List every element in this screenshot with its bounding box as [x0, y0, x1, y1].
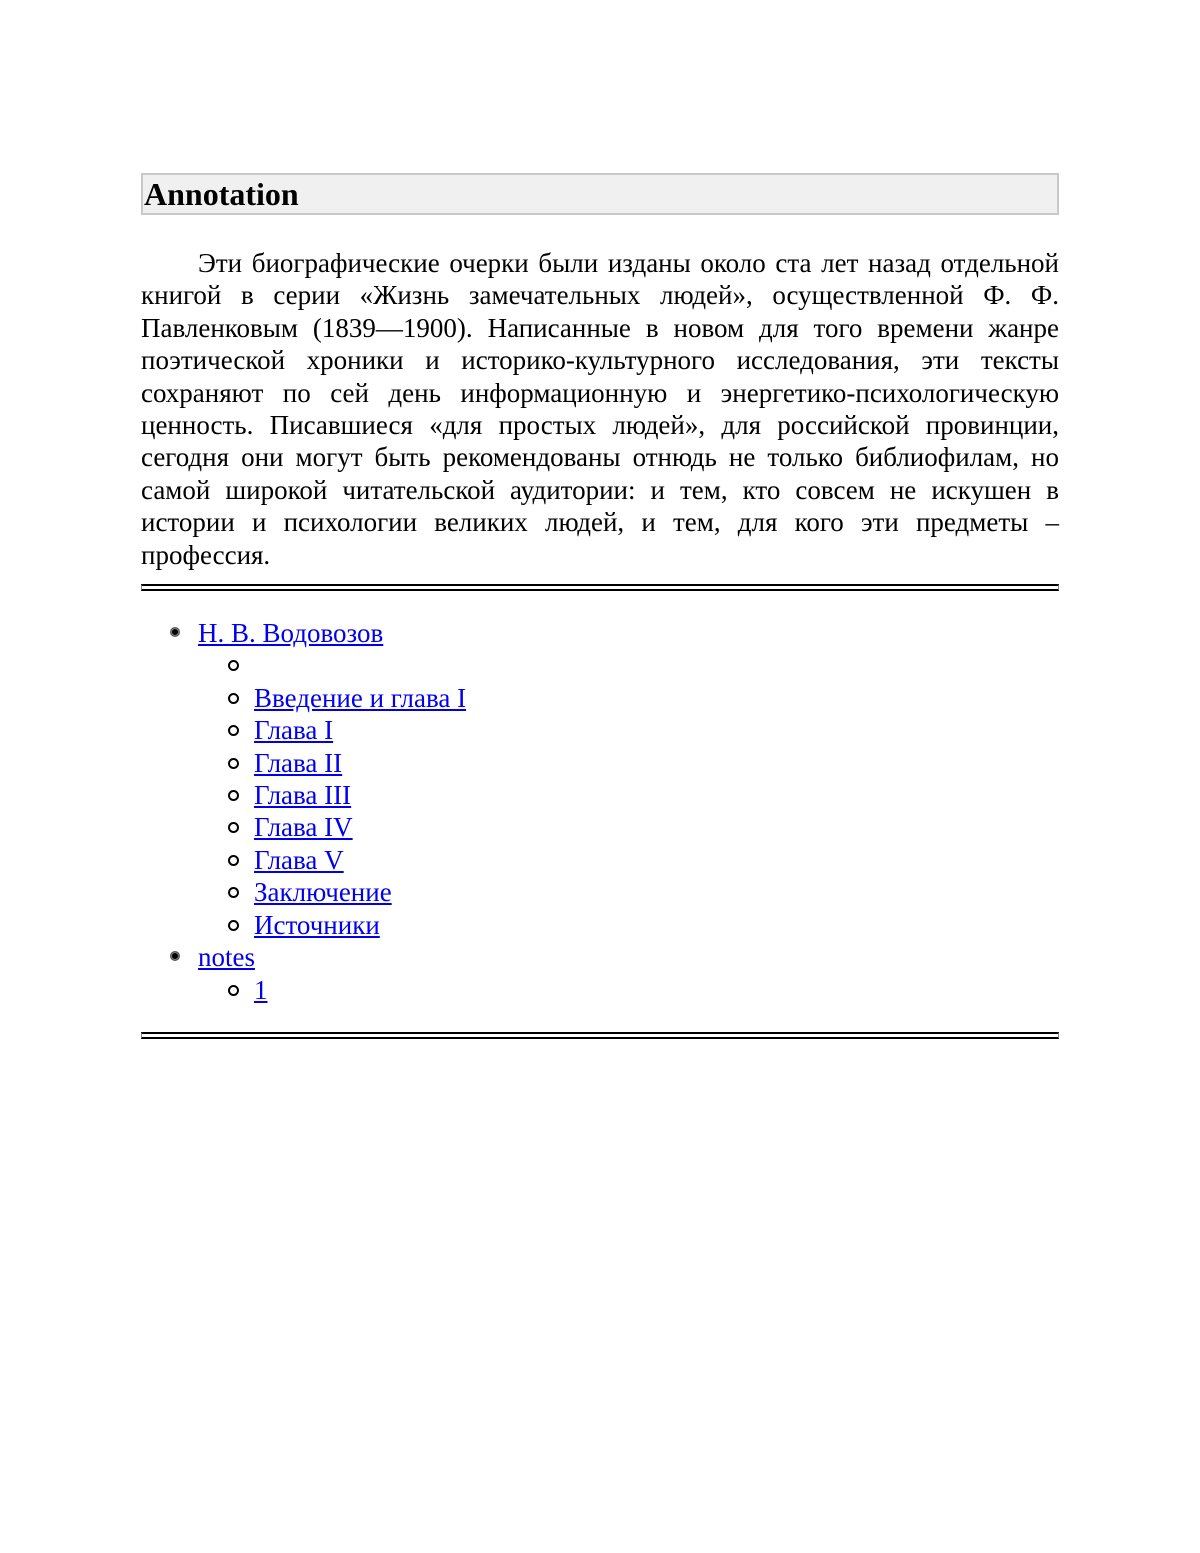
- toc-link-notes[interactable]: notes: [198, 942, 255, 973]
- circle-bullet-icon: [228, 855, 239, 866]
- toc-link-note-1[interactable]: 1: [254, 974, 268, 1005]
- disc-bullet-icon: [170, 627, 180, 637]
- circle-bullet-icon: [228, 985, 239, 996]
- toc-link-vodovozov[interactable]: Н. В. Водовозов: [198, 618, 384, 649]
- annotation-heading: Annotation: [141, 173, 1059, 215]
- toc-item: [198, 779, 1059, 811]
- circle-bullet-icon: [228, 693, 239, 704]
- toc-link-chapter-1[interactable]: Глава I: [254, 715, 334, 746]
- toc-item-empty: [198, 649, 1059, 681]
- toc-section-vodovozov: [141, 617, 1059, 941]
- toc-item: [198, 811, 1059, 843]
- toc-item: [198, 682, 1059, 714]
- toc-link-conclusion[interactable]: Заключение: [254, 877, 392, 908]
- disc-bullet-icon: [170, 951, 180, 961]
- circle-bullet-icon: [228, 790, 239, 801]
- circle-bullet-icon: [228, 887, 239, 898]
- toc-item: [198, 909, 1059, 941]
- toc-item: [198, 714, 1059, 746]
- document-page: [141, 173, 1059, 1039]
- circle-bullet-icon: [228, 822, 239, 833]
- toc-item: [198, 876, 1059, 908]
- toc-sublist: [198, 974, 1059, 1006]
- toc-item: [198, 747, 1059, 779]
- circle-bullet-icon: [228, 920, 239, 931]
- toc-link-sources[interactable]: Источники: [254, 909, 380, 940]
- toc-link-intro-chapter-1[interactable]: Введение и глава I: [254, 682, 467, 713]
- toc-item: [198, 974, 1059, 1006]
- toc-link-chapter-2[interactable]: Глава II: [254, 747, 343, 778]
- annotation-paragraph: Эти биографические очерки были изданы около ста лет назад отдельной книгой в серии «Жизнь замечательных людей», осуществленной Ф. Ф. Павленковым (1839—1900). Написанные в новом для того времени жанре поэтической хроники и историко-культурного исследования, эти тексты сохраняют по сей день информационную и энергетико-психологическую ценность. Писавшиеся «для простых людей», для российской провинции, сегодня они могут быть рекомендованы отнюдь не только библиофилам, но самой широкой читательской аудитории: и тем, кто совсем не искушен в истории и психологии великих людей, и тем, для кого эти предметы – профессия.: [141, 248, 1059, 570]
- table-of-contents: [141, 617, 1059, 1006]
- horizontal-rule: [141, 1032, 1059, 1039]
- circle-bullet-icon: [228, 758, 239, 769]
- horizontal-rule: [141, 584, 1059, 591]
- toc-link-chapter-3[interactable]: Глава III: [254, 780, 352, 811]
- toc-link-chapter-4[interactable]: Глава IV: [254, 812, 353, 843]
- toc-sublist: [198, 649, 1059, 941]
- toc-link-chapter-5[interactable]: Глава V: [254, 844, 344, 875]
- circle-bullet-icon: [228, 725, 239, 736]
- toc-section-notes: [141, 941, 1059, 1006]
- circle-bullet-icon: [228, 660, 239, 671]
- toc-item: [198, 844, 1059, 876]
